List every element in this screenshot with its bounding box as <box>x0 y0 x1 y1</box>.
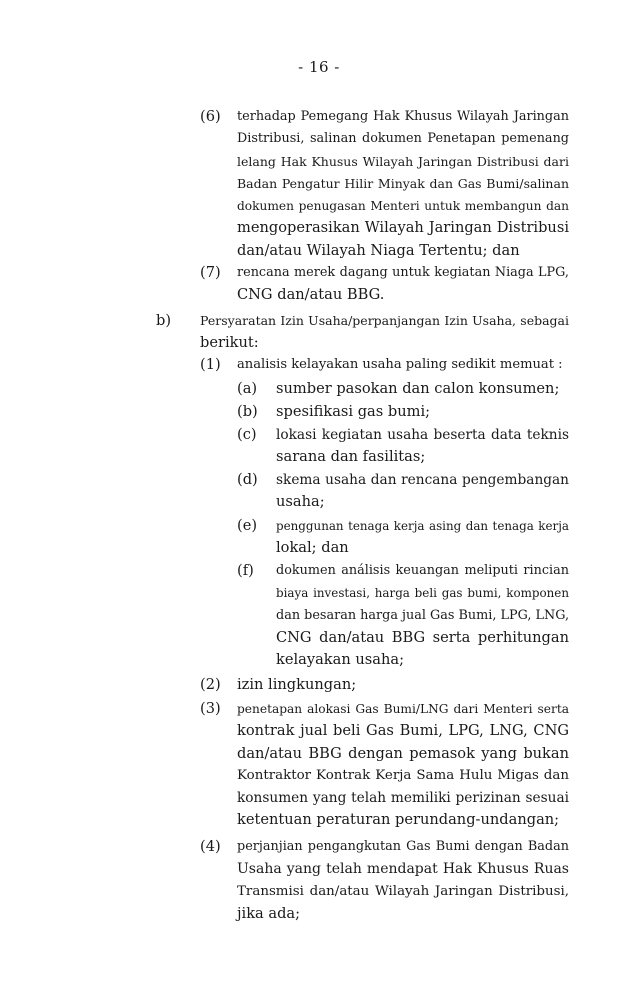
page-number: - 16 - <box>298 58 340 76</box>
item-b3-text <box>237 698 569 832</box>
sub-c-marker: (c) <box>237 426 257 443</box>
sub-e-line: lokal; dan <box>276 539 349 557</box>
item-b3-line: kontrak jual beli Gas Bumi, LPG, LNG, CNG <box>237 722 569 740</box>
item-6-line: Badan Pengatur Hilir Minyak dan Gas Bumi/salinan <box>237 175 569 191</box>
sub-a-text <box>276 378 569 400</box>
item-b3-line: penetapan alokasi Gas Bumi/LNG dari Menteri serta <box>237 702 569 716</box>
item-7-text <box>237 262 569 307</box>
sub-f-line: kelayakan usaha; <box>276 651 404 669</box>
section-b-marker: b) <box>156 312 172 329</box>
sub-d-text <box>276 469 569 514</box>
item-7-marker: (7) <box>200 264 221 281</box>
item-b4-text <box>237 836 569 925</box>
sub-b-text <box>276 401 569 423</box>
item-6-line: dokumen penugasan Menteri untuk membangun dan <box>237 199 569 214</box>
sub-f-line: CNG dan/atau BBG serta perhitungan <box>276 628 569 646</box>
sub-e-line: penggunan tenaga kerja asing dan tenaga kerja <box>276 519 569 533</box>
sub-c-text <box>276 424 569 469</box>
item-b1-marker: (1) <box>200 356 221 373</box>
item-7-line: CNG dan/atau BBG. <box>237 286 385 304</box>
sub-a-marker: (a) <box>237 380 258 397</box>
sub-e-marker: (e) <box>237 517 258 534</box>
sub-f-line: biaya investasi, harga beli gas bumi, komponen <box>276 586 569 601</box>
item-6-line: mengoperasikan Wilayah Jaringan Distribusi <box>237 219 569 237</box>
section-b-line: Persyaratan Izin Usaha/perpanjangan Izin Usaha, sebagai <box>200 313 569 328</box>
item-b4-marker: (4) <box>200 838 221 855</box>
item-b1-text <box>237 354 569 376</box>
sub-b-line: spesifikasi gas bumi; <box>276 403 431 420</box>
sub-c-line: lokasi kegiatan usaha beserta data teknis <box>276 427 569 443</box>
item-6-marker: (6) <box>200 108 221 125</box>
section-b-line: berikut: <box>200 334 259 352</box>
item-6-text <box>237 106 569 262</box>
item-b2-text <box>237 674 569 696</box>
item-b3-marker: (3) <box>200 700 221 717</box>
item-b4-line: Transmisi dan/atau Wilayah Jaringan Distribusi, <box>237 883 569 899</box>
sub-c-line: sarana dan fasilitas; <box>276 448 426 466</box>
section-b-text <box>200 310 569 355</box>
sub-f-line: dan besaran harga jual Gas Bumi, LPG, LNG, <box>276 607 570 623</box>
item-b3-line: dan/atau BBG dengan pemasok yang bukan <box>237 744 569 762</box>
sub-e-text <box>276 515 569 560</box>
sub-d-line: usaha; <box>276 493 325 511</box>
sub-b-marker: (b) <box>237 403 258 420</box>
sub-d-marker: (d) <box>237 471 258 488</box>
sub-f-text <box>276 560 569 671</box>
sub-f-marker: (f) <box>237 562 254 579</box>
item-6-line: terhadap Pemegang Hak Khusus Wilayah Jaringan <box>237 109 569 124</box>
item-6-line: dan/atau Wilayah Niaga Tertentu; dan <box>237 241 520 259</box>
item-6-line: lelang Hak Khusus Wilayah Jaringan Distribusi dari <box>237 153 569 169</box>
sub-a-line: sumber pasokan dan calon konsumen; <box>276 380 560 397</box>
item-b2-marker: (2) <box>200 676 221 693</box>
item-b4-line: perjanjian pengangkutan Gas Bumi dengan Badan <box>237 839 569 854</box>
item-b4-line: Usaha yang telah mendapat Hak Khusus Ruas <box>237 861 569 878</box>
item-7-line: rencana merek dagang untuk kegiatan Niaga LPG, <box>237 265 569 280</box>
item-b4-line: jika ada; <box>237 904 301 922</box>
item-6-line: Distribusi, salinan dokumen Penetapan pemenang <box>237 131 569 147</box>
item-b3-line: Kontraktor Kontrak Kerja Sama Hulu Migas dan <box>237 767 569 783</box>
item-b1-line: analisis kelayakan usaha paling sedikit memuat : <box>237 357 563 372</box>
item-b3-line: ketentuan peraturan perundang-undangan; <box>237 811 560 829</box>
sub-d-line: skema usaha dan rencana pengembangan <box>276 472 569 488</box>
item-b2-line: izin lingkungan; <box>237 676 357 693</box>
item-b3-line: konsumen yang telah memiliki perizinan sesuai <box>237 790 569 807</box>
sub-f-line: dokumen análisis keuangan meliputi rincian <box>276 563 569 578</box>
